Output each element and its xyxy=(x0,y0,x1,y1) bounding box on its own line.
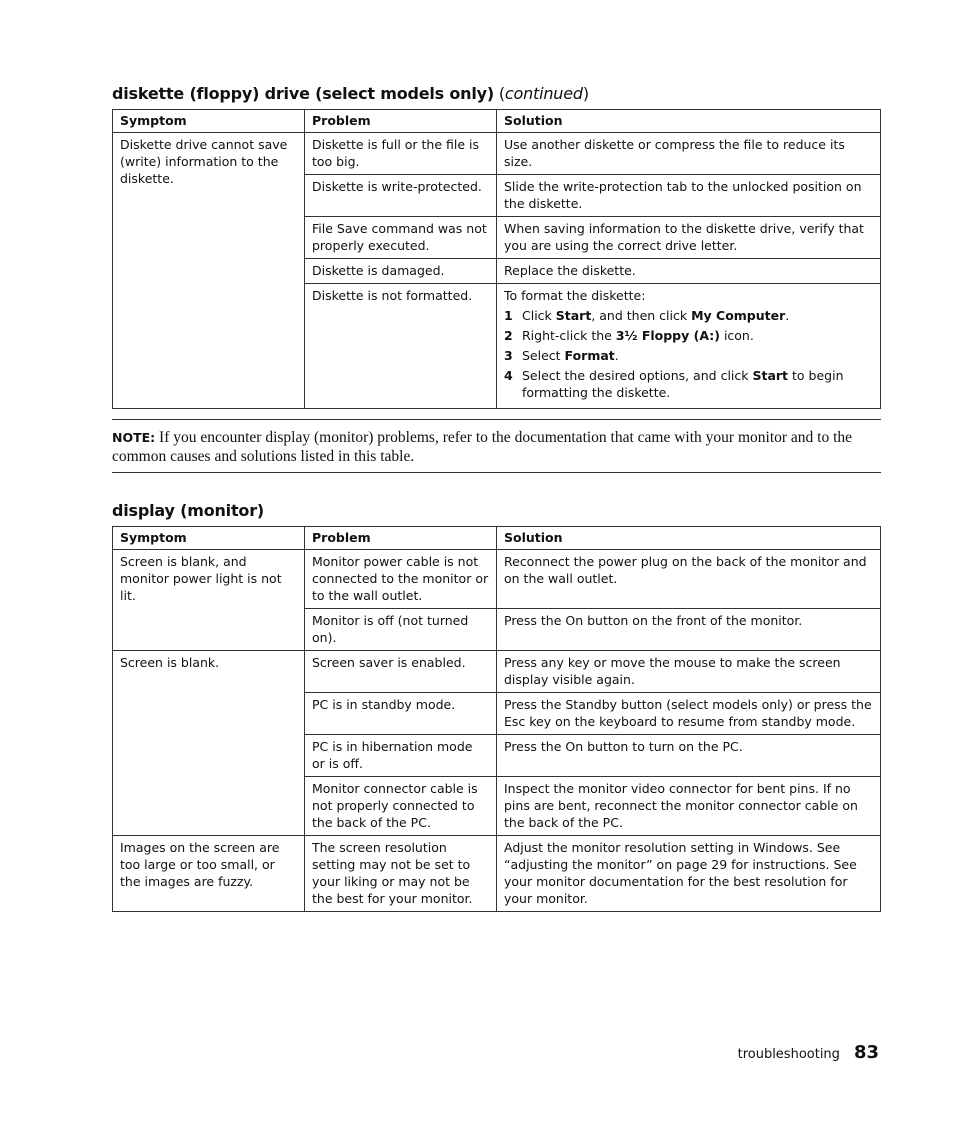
solution-cell: Press the On button to turn on the PC. xyxy=(497,735,881,777)
format-step xyxy=(504,307,873,324)
note-text xyxy=(112,428,881,466)
floppy-header-row xyxy=(113,110,881,133)
problem-cell: File Save command was not properly executed. xyxy=(305,217,497,259)
header-symptom: Symptom xyxy=(113,110,305,133)
note-box xyxy=(112,419,881,473)
step-number: 2 xyxy=(504,328,513,343)
solution-cell: Press the Standby button (select models only) or press the Esc key on the keyboard to resume from standby mode. xyxy=(497,693,881,735)
display-table xyxy=(112,526,881,912)
step-term: Format xyxy=(564,348,615,363)
step-text: to begin formatting the diskette. xyxy=(522,368,844,400)
display-header-row xyxy=(113,527,881,550)
header-symptom: Symptom xyxy=(113,527,305,550)
step-text: Click xyxy=(522,308,556,323)
format-step xyxy=(504,347,873,364)
problem-cell: Screen saver is enabled. xyxy=(305,651,497,693)
step-text: , and then click xyxy=(591,308,692,323)
header-solution: Solution xyxy=(497,527,881,550)
format-intro: To format the diskette: xyxy=(504,288,646,303)
problem-cell: PC is in hibernation mode or is off. xyxy=(305,735,497,777)
page-number: 83 xyxy=(853,1042,879,1063)
solution-cell: Press the On button on the front of the monitor. xyxy=(497,609,881,651)
symptom-cell: Diskette drive cannot save (write) information to the diskette. xyxy=(113,133,305,409)
problem-cell: Monitor power cable is not connected to the monitor or to the wall outlet. xyxy=(305,550,497,609)
continued-label: continued xyxy=(504,84,583,103)
format-steps-list xyxy=(504,307,873,401)
problem-cell: Monitor is off (not turned on). xyxy=(305,609,497,651)
step-text: Select xyxy=(522,348,565,363)
floppy-section-title xyxy=(112,84,589,103)
table-row xyxy=(113,550,881,609)
step-text: Right-click the xyxy=(522,328,616,343)
header-problem: Problem xyxy=(305,527,497,550)
solution-cell: Use another diskette or compress the file to reduce its size. xyxy=(497,133,881,175)
continued-open: ( xyxy=(493,84,505,103)
step-text: Select the desired options, and click xyxy=(522,368,753,383)
step-term: Start xyxy=(555,308,592,323)
header-problem: Problem xyxy=(305,110,497,133)
format-step xyxy=(504,327,873,344)
step-text: . xyxy=(785,308,790,323)
problem-cell: Diskette is full or the file is too big. xyxy=(305,133,497,175)
problem-cell: Diskette is damaged. xyxy=(305,259,497,284)
solution-cell: Inspect the monitor video connector for bent pins. If no pins are bent, reconnect the monitor connector cable on the back of the PC. xyxy=(497,777,881,836)
footer-section-name: troubleshooting xyxy=(737,1047,840,1062)
floppy-title-text: diskette (floppy) drive (select models only) xyxy=(112,84,494,103)
problem-cell: Monitor connector cable is not properly connected to the back of the PC. xyxy=(305,777,497,836)
problem-cell: Diskette is write-protected. xyxy=(305,175,497,217)
step-number: 3 xyxy=(504,348,513,363)
step-number: 4 xyxy=(504,368,513,383)
display-section-title: display (monitor) xyxy=(112,501,264,520)
solution-cell: Adjust the monitor resolution setting in Windows. See “adjusting the monitor” on page 29 for instructions. See your monitor documentation for the best resolution for your monitor. xyxy=(497,836,881,912)
solution-cell: Reconnect the power plug on the back of the monitor and on the wall outlet. xyxy=(497,550,881,609)
continued-close: ) xyxy=(582,84,589,103)
page-footer xyxy=(738,1042,879,1063)
format-step xyxy=(504,367,873,401)
solution-cell: When saving information to the diskette drive, verify that you are using the correct drive letter. xyxy=(497,217,881,259)
note-label: NOTE: xyxy=(112,430,156,445)
table-row xyxy=(113,651,881,693)
step-text: icon. xyxy=(719,328,754,343)
note-body: If you encounter display (monitor) problems, refer to the documentation that came with your monitor and to the common causes and solutions listed in this table. xyxy=(112,429,853,465)
problem-cell: The screen resolution setting may not be set to your liking or may not be the best for your monitor. xyxy=(305,836,497,912)
problem-cell: PC is in standby mode. xyxy=(305,693,497,735)
step-term: 3½ Floppy (A:) xyxy=(615,328,720,343)
solution-cell: Slide the write-protection tab to the unlocked position on the diskette. xyxy=(497,175,881,217)
header-solution: Solution xyxy=(497,110,881,133)
symptom-cell: Images on the screen are too large or too small, or the images are fuzzy. xyxy=(113,836,305,912)
problem-cell: Diskette is not formatted. xyxy=(305,284,497,409)
step-text: . xyxy=(614,348,619,363)
solution-cell: Replace the diskette. xyxy=(497,259,881,284)
table-row xyxy=(113,836,881,912)
step-number: 1 xyxy=(504,308,513,323)
table-row xyxy=(113,133,881,175)
step-term: My Computer xyxy=(691,308,786,323)
step-term: Start xyxy=(752,368,789,383)
solution-cell: Press any key or move the mouse to make the screen display visible again. xyxy=(497,651,881,693)
floppy-table xyxy=(112,109,881,409)
symptom-cell: Screen is blank, and monitor power light is not lit. xyxy=(113,550,305,651)
symptom-cell: Screen is blank. xyxy=(113,651,305,836)
solution-cell xyxy=(497,284,881,409)
